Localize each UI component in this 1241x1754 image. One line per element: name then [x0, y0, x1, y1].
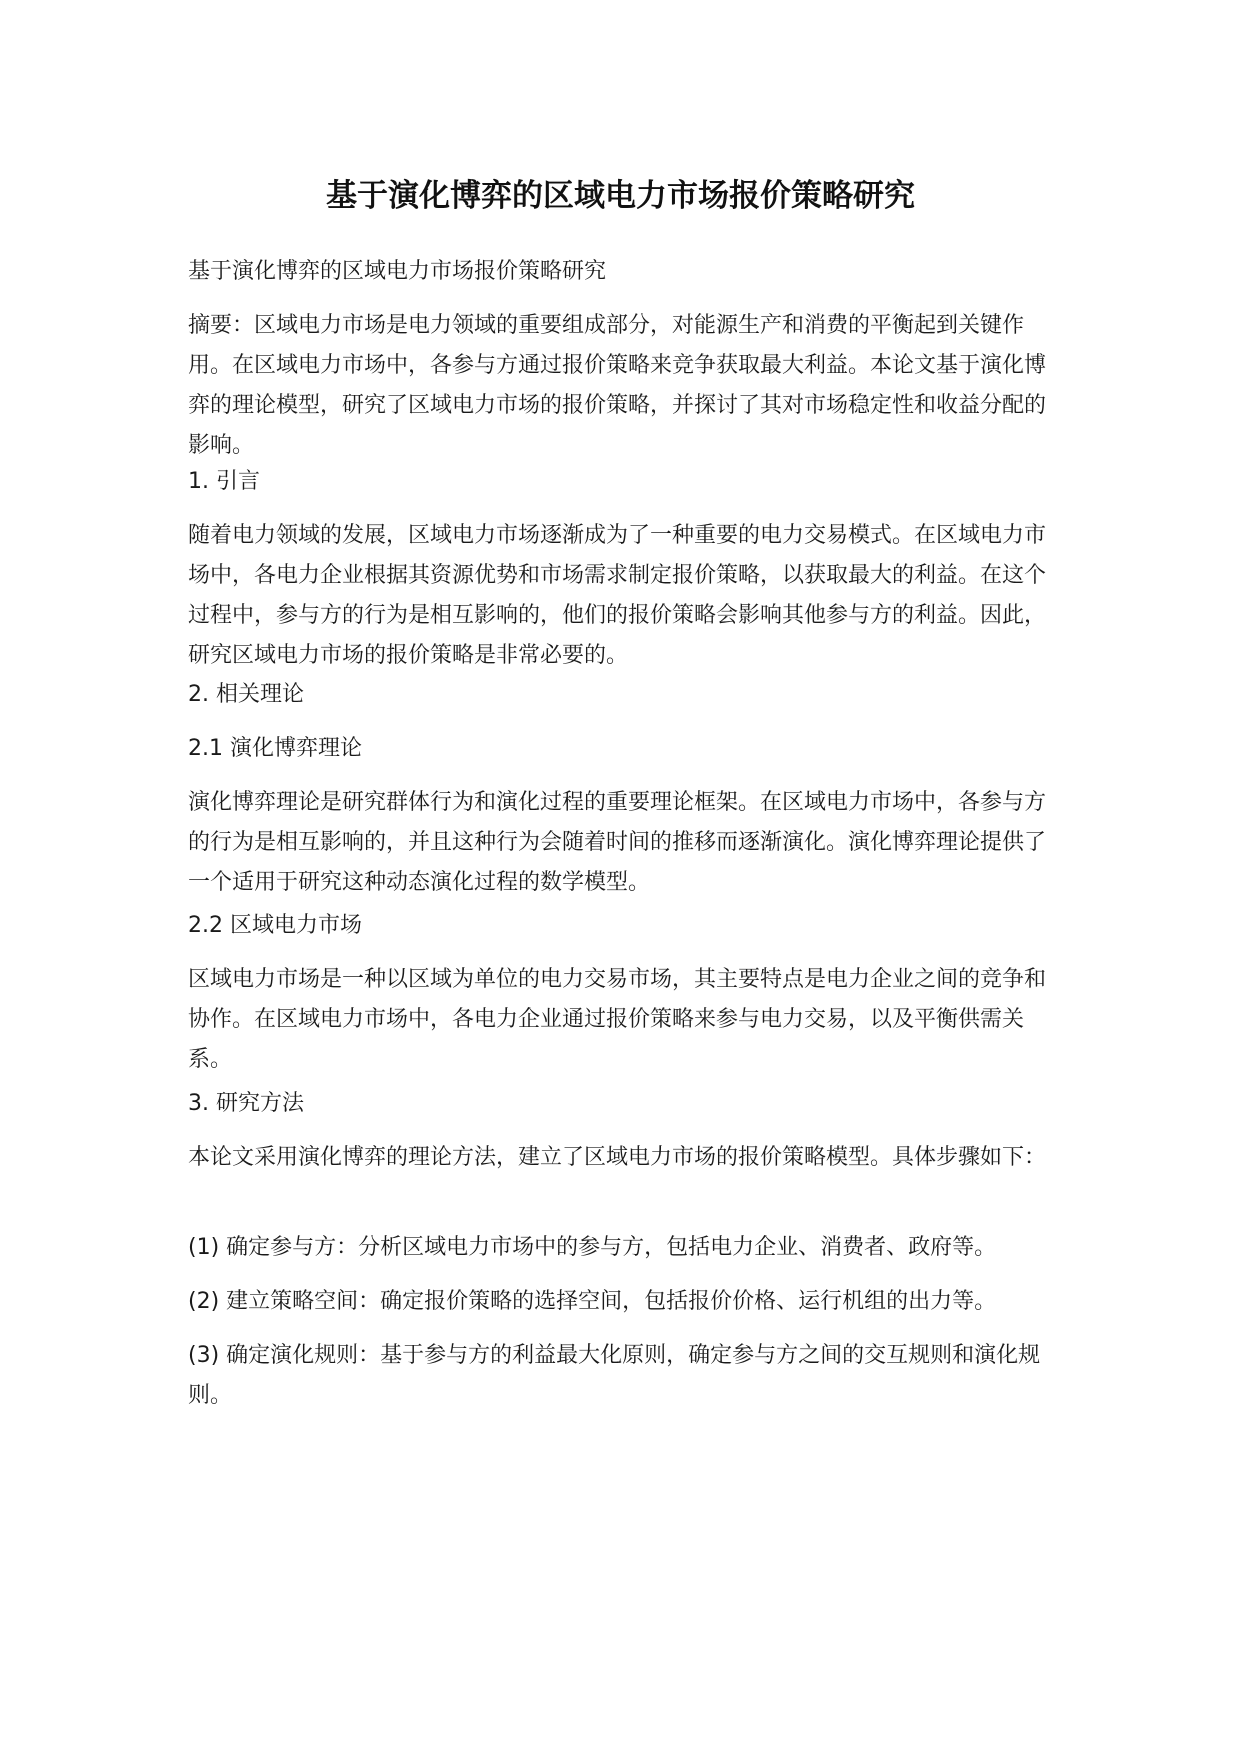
introduction-paragraph: 随着电力领域的发展，区域电力市场逐渐成为了一种重要的电力交易模式。在区域电力市场中，各电力企业根据其资源优势和市场需求制定报价策略，以获取最大的利益。在这个过程中，参与方的行为是相互影响的，他们的报价策略会影响其他参与方的利益。因此，研究区域电力市场的报价策略是非常必要的。 [188, 523, 1047, 668]
section-heading-methods: 3. 研究方法 [188, 1091, 304, 1116]
document-subtitle: 基于演化博弈的区域电力市场报价策略研究 [188, 259, 607, 284]
methods-paragraph: 本论文采用演化博弈的理论方法，建立了区域电力市场的报价策略模型。具体步骤如下： [188, 1145, 1047, 1170]
section-heading-introduction: 1. 引言 [188, 469, 260, 494]
regional-market-paragraph: 区域电力市场是一种以区域为单位的电力交易市场，其主要特点是电力企业之间的竞争和协作。在区域电力市场中，各电力企业通过报价策略来参与电力交易，以及平衡供需关系。 [188, 967, 1047, 1072]
document-title: 基于演化博弈的区域电力市场报价策略研究 [326, 178, 915, 214]
methods-step-1: (1) 确定参与方：分析区域电力市场中的参与方，包括电力企业、消费者、政府等。 [188, 1235, 997, 1260]
subsection-heading-regional-market: 2.2 区域电力市场 [188, 913, 362, 938]
methods-step-3: (3) 确定演化规则：基于参与方的利益最大化原则，确定参与方之间的交互规则和演化规则。 [188, 1343, 1041, 1408]
abstract-paragraph: 摘要：区域电力市场是电力领域的重要组成部分，对能源生产和消费的平衡起到关键作用。在区域电力市场中，各参与方通过报价策略来竞争获取最大利益。本论文基于演化博弈的理论模型，研究了区域电力市场的报价策略，并探讨了其对市场稳定性和收益分配的影响。 [188, 313, 1047, 458]
evolutionary-game-paragraph: 演化博弈理论是研究群体行为和演化过程的重要理论框架。在区域电力市场中，各参与方的行为是相互影响的，并且这种行为会随着时间的推移而逐渐演化。演化博弈理论提供了一个适用于研究这种动态演化过程的数学模型。 [188, 790, 1047, 895]
subsection-heading-evolutionary-game: 2.1 演化博弈理论 [188, 736, 362, 761]
section-heading-related-theory: 2. 相关理论 [188, 682, 304, 707]
methods-step-2: (2) 建立策略空间：确定报价策略的选择空间，包括报价价格、运行机组的出力等。 [188, 1289, 997, 1314]
